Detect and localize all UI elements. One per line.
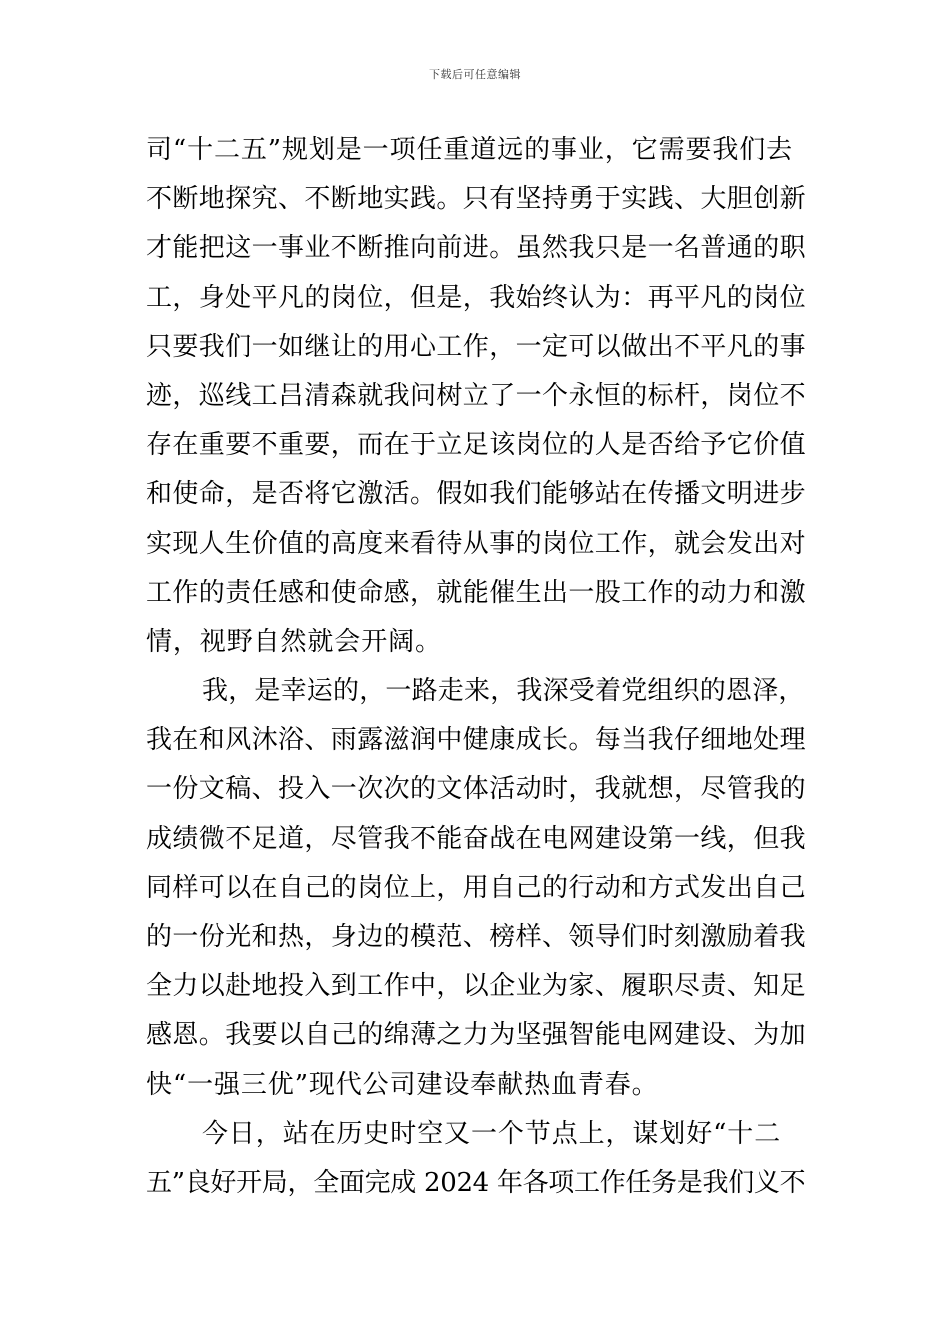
text-line: 快“一强三优”现代公司建设奉献热血青春。 (146, 1069, 659, 1100)
text-line: 我，是幸运的，一路走来，我深受着党组织的恩泽， (202, 676, 805, 707)
text-line: 我在和风沐浴、雨露滋润中健康成长。每当我仔细地处理 (146, 725, 807, 756)
text-line: 全力以赴地投入到工作中，以企业为家、履职尽责、知足 (146, 971, 807, 1002)
text-line: 只要我们一如继让的用心工作，一定可以做出不平凡的事 (146, 331, 807, 362)
text-line: 情，视野自然就会开阔。 (146, 626, 442, 657)
text-line: 存在重要不重要，而在于立足该岗位的人是否给予它价值 (146, 430, 807, 461)
text-line: 实现人生价值的高度来看待从事的岗位工作，就会发出对 (146, 528, 807, 559)
document-body (146, 126, 806, 1208)
text-line: 不断地探究、不断地实践。只有坚持勇于实践、大胆创新 (146, 184, 807, 215)
text-line: 迹，巡线工吕清森就我问树立了一个永恒的标杆，岗位不 (146, 380, 807, 411)
text-line: 才能把这一事业不断推向前进。虽然我只是一名普通的职 (146, 233, 807, 264)
text-line: 工，身处平凡的岗位，但是，我始终认为：再平凡的岗位 (146, 282, 807, 313)
text-line: 成绩微不足道，尽管我不能奋战在电网建设第一线，但我 (146, 823, 807, 854)
text-line: 工作的责任感和使命感，就能催生出一股工作的动力和激 (146, 577, 807, 608)
text-line: 感恩。我要以自己的绵薄之力为坚强智能电网建设、为加 (146, 1020, 807, 1051)
text-line: 同样可以在自己的岗位上，用自己的行动和方式发出自己 (146, 872, 807, 903)
text-line: 的一份光和热，身边的模范、榜样、领导们时刻激励着我 (146, 922, 807, 952)
text-line: 一份文稿、投入一次次的文体活动时，我就想，尽管我的 (146, 774, 807, 805)
text-line: 今日，站在历史时空又一个节点上，谋划好“十二 (202, 1118, 782, 1149)
page-header: 下载后可任意编辑 (429, 68, 521, 81)
text-line: 司“十二五”规划是一项任重道远的事业，它需要我们去 (146, 135, 794, 165)
text-line: 和使命，是否将它激活。假如我们能够站在传播文明进步 (146, 479, 807, 510)
text-line: 五”良好开局，全面完成 2024 年各项工作任务是我们义不 (146, 1167, 806, 1198)
